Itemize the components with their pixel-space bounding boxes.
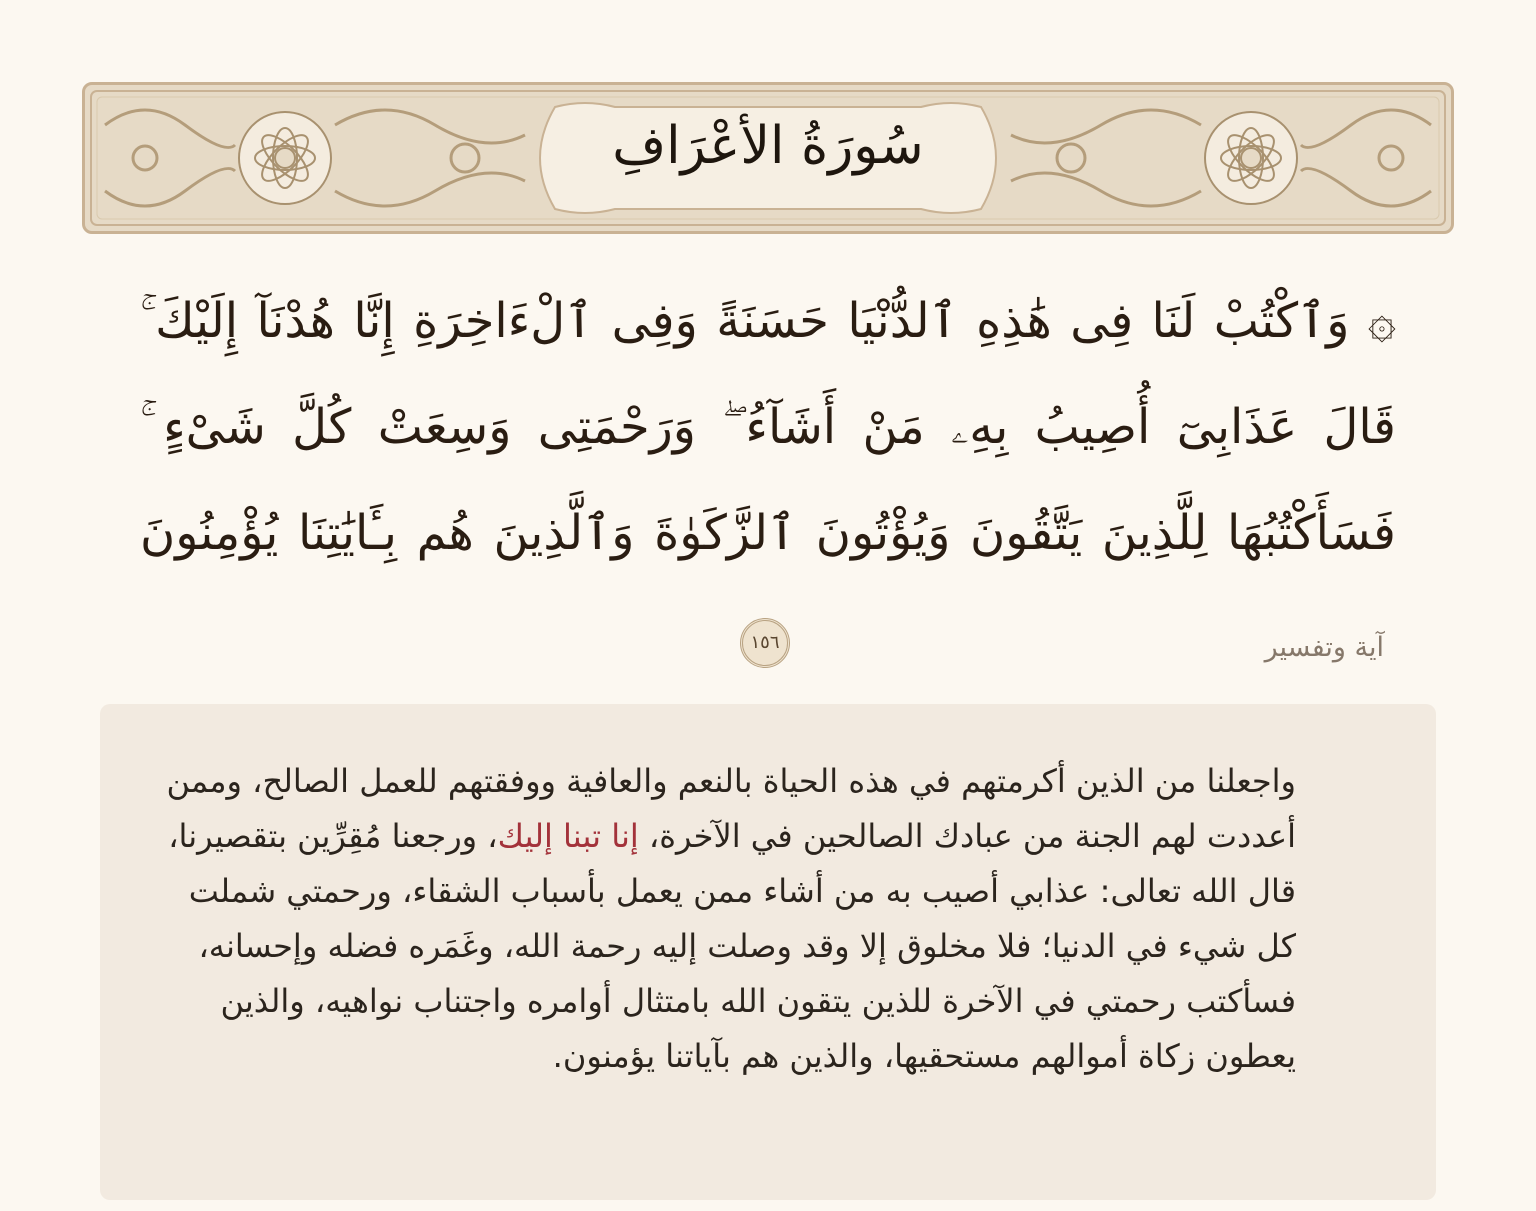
verse-text: ۞ وَٱكْتُبْ لَنَا فِى هَٰذِهِ ٱلدُّنْيَا حَسَنَةً وَفِى ٱلْءَاخِرَةِ إِنَّا هُدْنَآ إِلَيْكَ ۚ قَالَ عَذَابِىٓ أُصِيبُ بِهِۦ مَنْ أَشَآءُ ۖ وَرَحْمَتِى وَسِعَتْ كُلَّ شَىْءٍ ۚ فَسَأَكْتُبُهَا لِلَّذِينَ يَتَّقُونَ وَيُؤْتُونَ ٱلزَّكَوٰةَ وَٱلَّذِينَ هُم بِـَٔايَٰتِنَا يُؤْمِنُونَ: [140, 293, 1396, 561]
surah-header-banner: [82, 82, 1454, 234]
verse-number-badge: ١٥٦: [740, 618, 790, 668]
surah-title: سُورَةُ الأعْرَافِ: [612, 116, 924, 176]
tafsir-text: [158, 754, 1296, 1084]
tafsir-highlight: إنا تبنا إليك: [497, 817, 639, 855]
tafsir-text-part1: واجعلنا من الذين أكرمتهم في هذه الحياة بالنعم والعافية ووفقتهم للعمل الصالح، وممن أعددت لهم الجنة من عبادك الصالحين في الآخرة،: [166, 762, 1296, 855]
section-label: آية وتفسير: [1264, 632, 1384, 663]
quran-verse: [140, 268, 1396, 692]
tafsir-text-part2: ، ورجعنا مُقِرِّين بتقصيرنا، قال الله تعالى: عذابي أصيب به من أشاء ممن يعمل بأسباب الشقاء، ورحمتي شملت كل شيء في الدنيا؛ فلا مخلوق إلا وقد وصلت إليه رحمة الله، وغَمَره فضله وإحسانه، فسأكتب رحمتي في الآخرة للذين يتقون الله بامتثال أوامره واجتناب نواهيه، والذين يعطون زكاة أموالهم مستحقيها، والذين هم بآياتنا يؤمنون.: [168, 817, 1296, 1075]
tafsir-card: [100, 704, 1436, 1200]
